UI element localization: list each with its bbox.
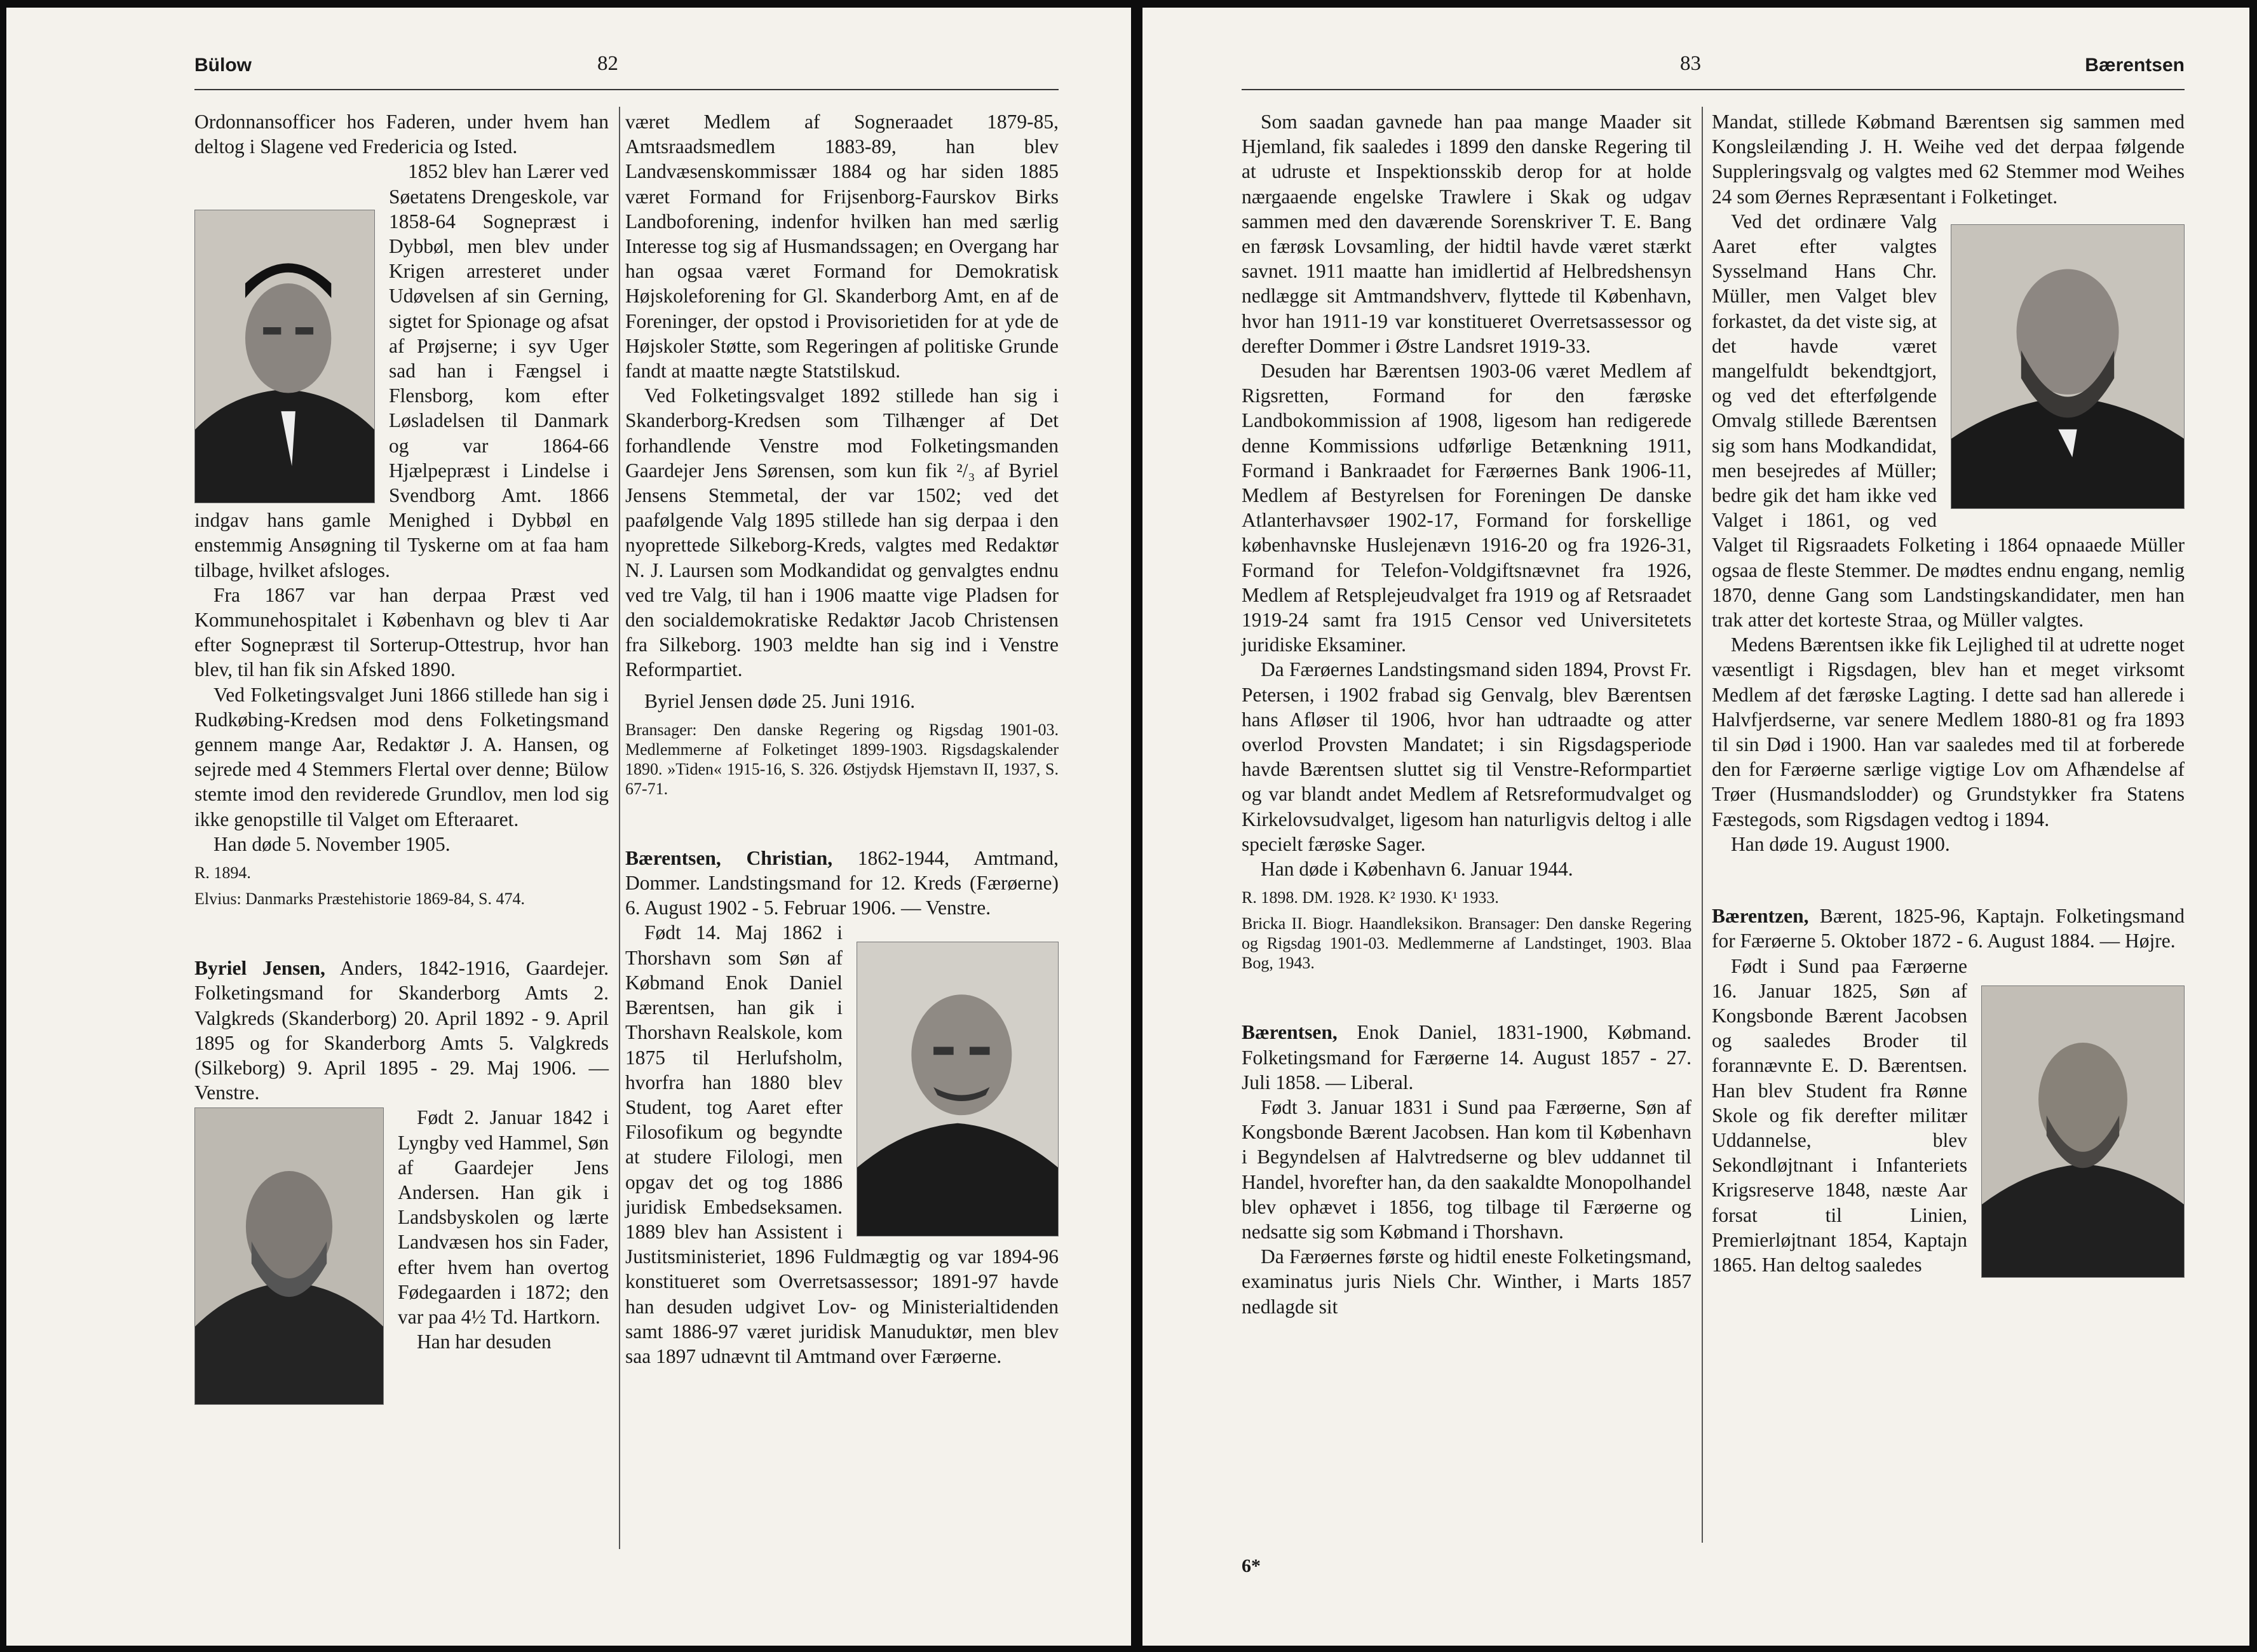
entry-name: Bærentsen, Christian, [625,846,833,869]
running-header-name: Bærentsen [2085,55,2185,76]
sources: Bricka II. Biogr. Haandleksikon. Bransager: Den danske Regering og Rigsdag 1901-03. Medlemmerne af Landstinget, 1903. Blaa Bog, 1943. [1242,914,1691,973]
entry-header-enok-baerentsen [1242,1020,1691,1095]
orders-line: R. 1894. [194,863,251,883]
entry-header-baerent-baerentzen [1712,904,2185,953]
left-page [6,8,1131,1646]
paragraph: Fra 1867 var han derpaa Præst ved Kommunehospitalet i København og blev ti Aar efter Sognepræst til Sorterup-Ottestrup, hvor han blev, til han fik sin Afsked 1890. [194,583,609,681]
page-number: 83 [1680,52,1701,75]
page-number: 82 [597,52,618,75]
paragraph: Ved Folketingsvalget 1892 stillede han sig i Skanderborg-Kredsen som Tilhænger af Det forhandlende Venstre mod Folketingsmanden Gaardejer Jens Sørensen, som kun fik ²/₃ af Byriel Jensens Stemmetal, der var 1502; ved det paafølgende Valg 1895 stillede han sig derpaa i den nyoprettede Silkeborg-Kreds, valgtes med Redaktør N. J. Laursen som Modkandidat og genvalgtes endnu ved tre Valg, til han i 1906 maatte vige Pladsen for den socialdemokratiske Redaktør Jacob Christensen fra Silkeborg. 1903 meldte han sig ind i Venstre Reformpartiet. [625,384,1059,681]
death-line: Byriel Jensen døde 25. Juni 1916. [644,689,916,712]
entry-summary: Anders, 1842-1916, Gaardejer. Folketingsmand for Skanderborg Amts 2. Valgkreds (Skanderborg) 20. April 1892 - 9. April 1895 og for Skanderborg Amts 5. Valgkreds (Silkeborg) 9. April 1895 - 29. Maj 1906. — Venstre. [194,957,609,1104]
right-column-2 [1712,109,2185,1282]
paragraph: Født 2. Januar 1842 i Lyngby ved Hammel, Søn af Gaardejer Jens Andersen. Han gik i Landsbyskolen og lærte Landvæsen hos sin Fader, efter hvem han overtog Fødegaarden i 1872; den var paa 4½ Td. Hartkorn. [398,1106,609,1328]
running-header-name: Bülow [194,55,252,76]
entry-summary: 1862-1944, Amtmand, Dommer. Landstingsmand for 12. Kreds (Færøerne) 6. August 1902 - 5. Februar 1906. — Venstre. [625,846,1059,919]
portrait-baerent-baerentzen [1981,985,2185,1278]
paragraph: Ved Folketingsvalget Juni 1866 stillede han sig i Rudkøbing-Kredsen mod dens Folketingsmand gennem mange Aar, Redaktør J. A. Hansen, og sejrede med 4 Stemmers Flertal over denne; Bülow stemte imod den reviderede Grundlov, men lod sig ikke genopstille til Valget om Efteraaret. [194,683,609,830]
paragraph: 1852 blev han Lærer ved Søetatens Drengeskole, var 1858-64 Sognepræst i Dybbøl, men blev under Krigen arresteret under Udøvelsen af sin Gerning, sigtet for Spionage og afsat af Prøjserne; i syv Uger sad han i Fængsel i Flensborg, kom efter Løsladelsen til Danmark og var 1864-66 Hjælpepræst i Lindelse i Svendborg Amt. 1866 indgav hans gamle Menighed i Dybbøl en enstemmig Ansøgning til Tyskerne om at faa ham tilbage, hvilket afsloges. [194,160,609,581]
death-line: Han døde 19. August 1900. [1731,832,1950,855]
portrait-christian-baerentsen [857,942,1059,1236]
paragraph: Født 14. Maj 1862 i Thorshavn som Søn af Købmand Enok Daniel Bærentsen, han gik i Thorshavn Realskole, kom 1875 til Herlufsholm, hvorfra han 1880 blev Student, tog Aaret efter Filosofikum og begyndte at studere Filologi, men opgav det og tog 1886 juridisk Embedseksamen. 1889 blev han Assistent i Justitsministeriet, 1896 Fuldmægtig og var 1894-96 konstitueret som Overretsassessor; 1891-97 havde han desuden udgivet Lov- og Ministerialtidenden samt 1886-97 været juridisk Manuduktør, men blev saa 1897 udnævnt til Amtmand over Færøerne. [625,921,1059,1367]
sources: Elvius: Danmarks Præstehistorie 1869-84, S. 474. [194,890,525,909]
orders-line: R. 1898. DM. 1928. K² 1930. K¹ 1933. [1242,888,1499,907]
paragraph: Medens Bærentsen ikke fik Lejlighed til at udrette noget væsentligt i Rigsdagen, blev han et meget virksomt Medlem af det færøske Lagting. I dette sad han allerede i Halvfjerdserne, var senere Medlem 1880-81 og fra 1893 til sin Død i 1900. Han var saaledes med til at forberede den for Færøerne særlige vigtige Lov om Afhændelse af Trøer (Husmandslodder) og Grundstykker fra Statens Fæstegods, som Rigsdagen vedtog i 1894. [1712,633,2185,830]
portrait-bulow [194,210,375,503]
death-line: Han døde i København 6. Januar 1944. [1261,858,1573,881]
entry-name: Byriel Jensen, [194,957,325,980]
paragraph: Da Færøernes første og hidtil eneste Folketingsmand, examinatus juris Niels Chr. Winther, i Marts 1857 nedlagde sit [1242,1245,1691,1318]
entry-name: Bærentzen, [1712,905,1809,928]
entry-name: Bærentsen, [1242,1021,1338,1044]
portrait-enok-baerentsen [1951,224,2185,509]
paragraph: Ved det ordinære Valg Aaret efter valgtes Sysselmand Hans Chr. Müller, men Valget blev forkastet, da det viste sig, at det havde været mangelfuldt bekendtgjort, og ved det efterfølgende Omvalg stillede Bærentsen sig som hans Modkandidat, men besejredes af Müller; bedre gik det ham ikke ved Valget i 1861, og ved Valget til Rigsraadets Folketing i 1864 opnaaede Müller ogsaa de fleste Stemmer. De mødtes endnu engang, nemlig 1870, denne Gang som Landstingskandidater, men han trak atter det korteste Straa, og Müller valgtes. [1712,210,2185,632]
signature-mark: 6* [1242,1555,1261,1576]
entry-summary: Bærent, 1825-96, Kaptajn. Folketingsmand for Færøerne 5. Oktober 1872 - 6. August 1884. — Højre. [1712,905,2185,952]
left-column-1 [194,109,609,1409]
right-column-1 [1242,109,1691,1319]
entry-header-christian-baerentsen [625,846,1059,921]
paragraph: Som saadan gavnede han paa mange Maader sit Hjemland, fik saaledes i 1899 den danske Regering til at udruste et Inspektionsskib derop for at holde nærgaaende engelske Trawlere i Skak og udgav sammen med den daværende Sorenskriver T. E. Bang en færøsk Lovsamling, der hidtil havde været stærkt savnet. 1911 maatte han imidlertid af Helbredshensyn nedlægge sit Amtmandshverv, flyttede til København, hvor han 1911-19 var konstitueret Overretsassessor og derefter Dommer i Østre Landsret 1919-33. [1242,111,1691,357]
paragraph: Født i Sund paa Færøerne 16. Januar 1825, Søn af Kongsbonde Bærent Jacobsen og saaledes Broder til forannævnte E. D. Bærentsen. Han blev Student fra Rønne Skole og fik derefter militær Uddannelse, blev Sekondløjtnant i Infanteriets Krigsreserve 1848, næste Aar forsat til Linien, Premierløjtnant 1854, Kaptajn 1865. Han deltog saaledes [1712,954,1967,1276]
sources: Bransager: Den danske Regering og Rigsdag 1901-03. Medlemmerne af Folketinget 1899-1903. Rigsdagskalender 1890. »Tiden« 1915-16, S. 326. Østjydsk Hjemstavn II, 1937, S. 67-71. [625,720,1059,798]
entry-header-byriel-jensen [194,956,609,1105]
paragraph: Født 3. Januar 1831 i Sund paa Færøerne, Søn af Kongsbonde Bærent Jacobsen. Han kom til København i Begyndelsen af Halvtredserne og blev uddannet til Handel, hvorefter han, da den saakaldte Monopolhandel blev ophævet i 1856, tog tilbage til Færøerne og nedsatte sig som Købmand i Thorshavn. [1242,1095,1691,1243]
paragraph: været Medlem af Sogneraadet 1879-85, Amtsraadsmedlem 1883-89, han blev Landvæsenskommissær 1884 og har siden 1885 været Formand for Frijsenborg-Faurskov Birks Landboforening, indenfor hvilken han med særlig Interesse tog sig af Husmandssagen; en Overgang har han ogsaa været Formand for Demokratisk Højskoleforening for Gl. Skanderborg Amt, en af de Foreninger, der opstod i Provisorietiden for at yde de Højskoler Støtte, som Regeringen af politiske Grunde fandt at maatte nægte Statstilskud. [625,111,1059,383]
paragraph: Ordonnansofficer hos Faderen, under hvem han deltog i Slagene ved Fredericia og Isted. [194,111,609,158]
portrait-byriel-jensen [194,1107,384,1405]
left-column-2 [625,109,1059,1369]
paragraph: Han har desuden [417,1330,552,1353]
paragraph: Mandat, stillede Købmand Bærentsen sig sammen med Kongsleilænding J. H. Weihe ved det derpaa følgende Suppleringsvalg og valgtes med 62 Stemmer mod Weihes 24 som Øernes Repræsentant i Folketinget. [1712,111,2185,208]
entry-summary: Enok Daniel, 1831-1900, Købmand. Folketingsmand for Færøerne 14. August 1857 - 27. Juli 1858. — Liberal. [1242,1021,1691,1093]
death-line: Han døde 5. November 1905. [214,832,451,855]
right-page [1142,8,2249,1646]
column-divider [619,107,620,1549]
column-divider [1702,107,1703,1543]
header-rule [194,89,1059,90]
paragraph: Desuden har Bærentsen 1903-06 været Medlem af Rigsretten, Formand for den færøske Landbokommission af 1908, ligesom han redigerede denne Kommissions udførlige Betænkning 1911, Formand i Bankraadet for Færøernes Bank 1906-11, Medlem af Bestyrelsen for Foreningen De danske Atlanterhavsøer 1902-17, Formand for forskellige københavnske Huslejenævn 1916-20 og fra 1926-31, Formand for Telefon-Voldgiftsnævnet fra 1926, Medlem af Retsplejeudvalget fra 1919 og af Retsraadet 1919-24 samt fra 1915 Censor ved Universitetets juridiske Eksaminer. [1242,360,1691,656]
paragraph: Da Færøernes Landstingsmand siden 1894, Provst Fr. Petersen, i 1902 frabad sig Genvalg, blev Bærentsen hans Afløser til 1906, hvor han udtraadte og atter overlod Provsten Mandatet; i sin Rigsdagsperiode havde Bærentsen sluttet sig til Venstre-Reformpartiet og var blandt andet Medlem af Retsreformudvalget og Kirkelovsudvalget, ligesom han naturligvis deltog i alle specielt færøske Sager. [1242,658,1691,855]
header-rule [1242,89,2185,90]
